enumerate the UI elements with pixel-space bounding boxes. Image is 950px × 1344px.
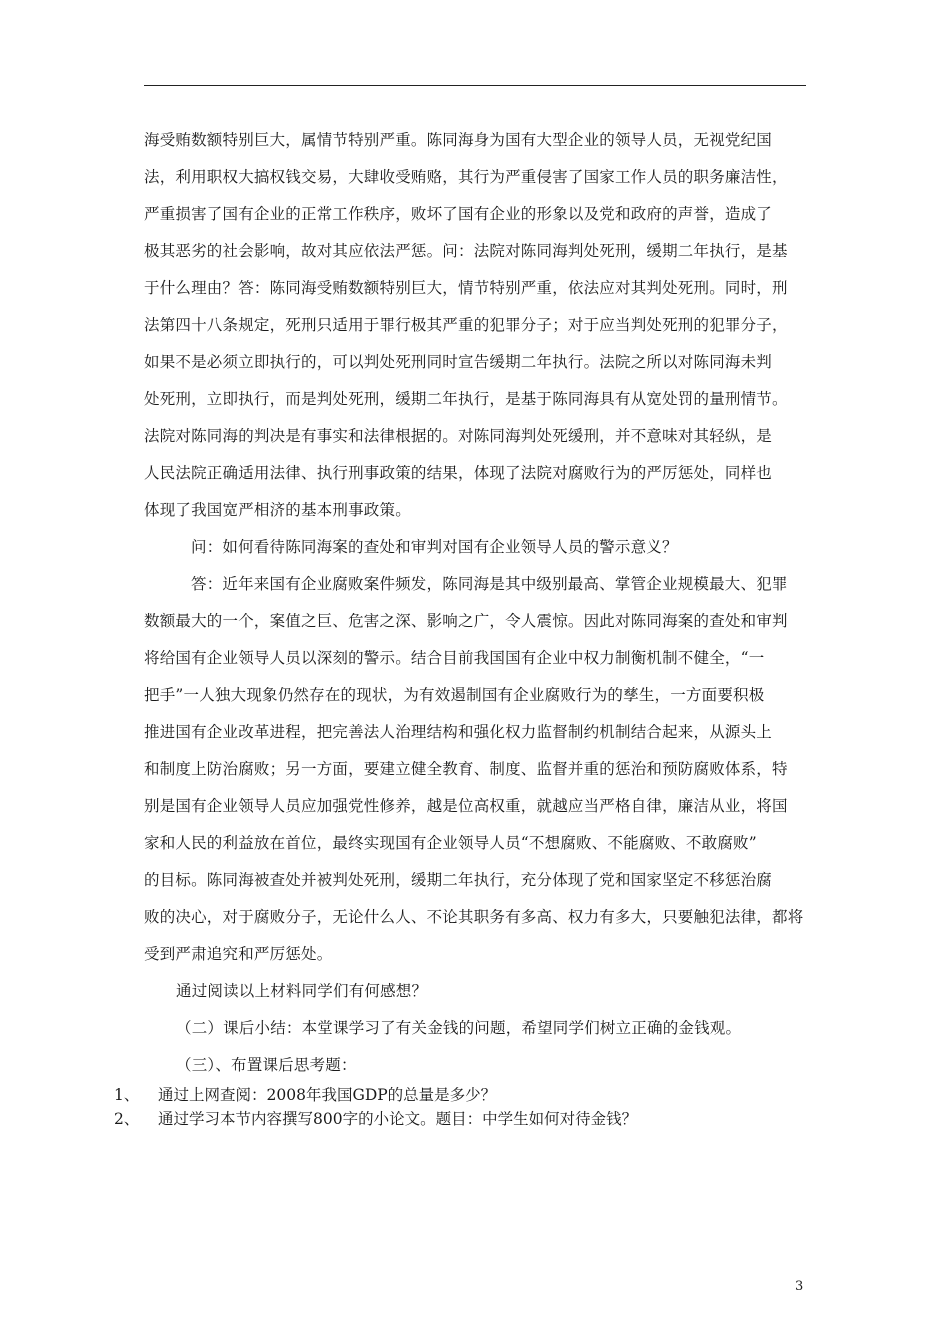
answer-line: 把手”一人独大现象仍然存在的现状，为有效遏制国有企业腐败行为的孳生，一方面要积极 bbox=[144, 686, 765, 704]
homework-item bbox=[114, 1109, 637, 1129]
answer-line: 将给国有企业领导人员以深刻的警示。结合目前我国国有企业中权力制衡机制不健全，“一 bbox=[144, 649, 765, 667]
header-rule bbox=[144, 85, 806, 86]
homework-item-number: 1、 bbox=[114, 1086, 140, 1104]
answer-line: 别是国有企业领导人员应加强党性修养，越是位高权重，就越应当严格自律，廉洁从业，将国 bbox=[144, 797, 788, 815]
homework-item-text: 通过上网查阅：2008年我国GDP的总量是多少？ bbox=[158, 1086, 497, 1104]
paragraph-line: 法院对陈同海的判决是有事实和法律根据的。对陈同海判处死缓刑，并不意味对其轻纵，是 bbox=[144, 427, 773, 445]
question-line: 问：如何看待陈同海案的查处和审判对国有企业领导人员的警示意义？ bbox=[191, 538, 678, 556]
paragraph-line: 海受贿数额特别巨大，属情节特别严重。陈同海身为国有大型企业的领导人员，无视党纪国 bbox=[144, 131, 773, 149]
paragraph-line: 于什么理由？答：陈同海受贿数额特别巨大，情节特别严重，依法应对其判处死刑。同时，刑 bbox=[144, 279, 788, 297]
paragraph-line: 体现了我国宽严相济的基本刑事政策。 bbox=[144, 501, 411, 519]
reflection-line: 通过阅读以上材料同学们有何感想？ bbox=[176, 982, 428, 1000]
answer-line: 受到严肃追究和严厉惩处。 bbox=[144, 945, 333, 963]
answer-line: 败的决心，对于腐败分子，无论什么人、不论其职务有多高、权力有多大，只要触犯法律，都将 bbox=[144, 908, 804, 926]
paragraph-line: 严重损害了国有企业的正常工作秩序，败坏了国有企业的形象以及党和政府的声誉，造成了 bbox=[144, 205, 773, 223]
summary-line: （二）课后小结：本堂课学习了有关金钱的问题，希望同学们树立正确的金钱观。 bbox=[176, 1019, 742, 1037]
homework-item-number: 2、 bbox=[114, 1110, 140, 1128]
homework-item bbox=[114, 1085, 496, 1105]
paragraph-line: 处死刑，立即执行，而是判处死刑，缓期二年执行，是基于陈同海具有从宽处罚的量刑情节。 bbox=[144, 390, 788, 408]
page-number: 3 bbox=[795, 1279, 804, 1294]
paragraph-line: 人民法院正确适用法律、执行刑事政策的结果，体现了法院对腐败行为的严厉惩处，同样也 bbox=[144, 464, 773, 482]
answer-line: 家和人民的利益放在首位，最终实现国有企业领导人员“不想腐败、不能腐败、不敢腐败” bbox=[144, 834, 757, 852]
paragraph-line: 如果不是必须立即执行的，可以判处死刑同时宣告缓期二年执行。法院之所以对陈同海未判 bbox=[144, 353, 773, 371]
homework-item-text: 通过学习本节内容撰写800字的小论文。题目：中学生如何对待金钱？ bbox=[158, 1110, 638, 1128]
answer-line: 答：近年来国有企业腐败案件频发，陈同海是其中级别最高、掌管企业规模最大、犯罪 bbox=[191, 575, 788, 593]
homework-heading: （三）、布置课后思考题： bbox=[176, 1056, 357, 1074]
answer-line: 和制度上防治腐败；另一方面，要建立健全教育、制度、监督并重的惩治和预防腐败体系，特 bbox=[144, 760, 788, 778]
answer-line: 的目标。陈同海被查处并被判处死刑，缓期二年执行，充分体现了党和国家坚定不移惩治腐 bbox=[144, 871, 773, 889]
paragraph-line: 法第四十八条规定，死刑只适用于罪行极其严重的犯罪分子；对于应当判处死刑的犯罪分子， bbox=[144, 316, 788, 334]
answer-line: 推进国有企业改革进程，把完善法人治理结构和强化权力监督制约机制结合起来，从源头上 bbox=[144, 723, 773, 741]
paragraph-line: 法，利用职权大搞权钱交易，大肆收受贿赂，其行为严重侵害了国家工作人员的职务廉洁性， bbox=[144, 168, 788, 186]
paragraph-line: 极其恶劣的社会影响，故对其应依法严惩。问：法院对陈同海判处死刑，缓期二年执行，是基 bbox=[144, 242, 788, 260]
answer-line: 数额最大的一个，案值之巨、危害之深、影响之广，令人震惊。因此对陈同海案的查处和审判 bbox=[144, 612, 788, 630]
